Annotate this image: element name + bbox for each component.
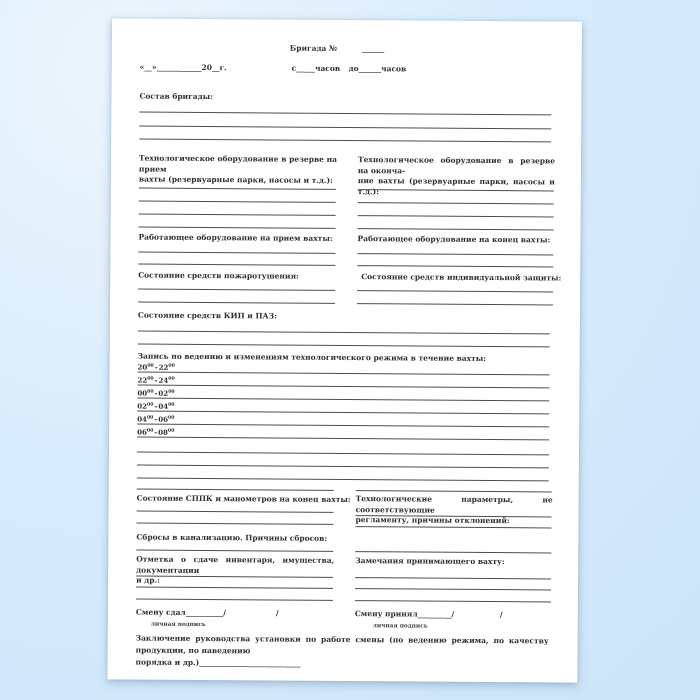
- reserve-equipment-start-label: [139, 154, 337, 187]
- shift-handed-label: Смену сдал__________/: [135, 607, 227, 618]
- hours-from-blank: с_____часов: [291, 63, 341, 73]
- ruled-line: [357, 253, 553, 255]
- tech-params-label: [355, 494, 552, 527]
- personal-signature-caption: личная подпись: [150, 621, 206, 629]
- log-time-range: $04^{00}-06^{00}$: [137, 414, 175, 424]
- log-time-range: $06^{00}-08^{00}$: [137, 427, 175, 437]
- working-equipment-start-label: Работающее оборудование на прием вахты:: [138, 232, 333, 243]
- ruled-line: [137, 411, 549, 415]
- ruled-line: [357, 290, 553, 292]
- label-line: регламенту, причины отклонений:: [355, 515, 510, 526]
- fire-equipment-label: Состояние средств пожаротушения:: [138, 270, 299, 281]
- log-time-range: $02^{00}-04^{00}$: [137, 401, 175, 411]
- ruled-line: [355, 588, 551, 590]
- remarks-label: Замечания принимающего вахту:: [355, 556, 505, 567]
- log-time-range: $00^{00}-02^{00}$: [137, 388, 175, 398]
- shift-log-label: Запись по ведению и изменениям технологического режима в течение вахты:: [137, 351, 487, 363]
- ruled-line: [137, 511, 334, 513]
- working-equipment-end-label: Работающее оборудование на конец вахты:: [357, 234, 551, 245]
- log-time-range: $22^{00}-24^{00}$: [137, 375, 175, 385]
- log-time-range: $20^{00}-22^{00}$: [137, 362, 175, 372]
- ruled-line: [358, 202, 554, 204]
- ruled-line: [358, 228, 554, 230]
- ruled-line: [139, 214, 336, 216]
- ruled-line: [356, 490, 552, 492]
- label-line: вахты (резервуарные парки, насосы и т.д.):: [138, 174, 333, 185]
- ruled-line: [137, 424, 549, 428]
- label-line: ние вахты (резервуарные парки, насосы и т.д.):: [357, 176, 555, 196]
- shift-accepted-label: Смену принял_________/: [354, 609, 455, 619]
- ruled-line: [137, 478, 549, 482]
- date-blank: «__»____________20__г.: [139, 62, 227, 73]
- conclusion-label: [135, 633, 548, 672]
- ruled-line: [138, 252, 335, 254]
- reserve-equipment-end-label: [358, 155, 555, 198]
- label-line: порядка и др.)___________________________: [135, 657, 301, 668]
- ruled-line: [139, 126, 551, 130]
- label-line: Заключение руководства установки по работе смены (по ведению режима, по качеству продукции, по наведению: [135, 633, 549, 656]
- ruled-line: [139, 139, 551, 143]
- shift-handed-slash: /: [275, 608, 279, 618]
- ruled-line: [137, 452, 549, 456]
- label-line: Технологическое оборудование в резерве на оконча-: [357, 155, 556, 175]
- label-line: Технологические параметры, не соответствующие: [355, 494, 553, 515]
- ruled-line: [136, 550, 333, 552]
- ruled-line: [355, 577, 551, 579]
- ruled-line: [137, 489, 334, 491]
- ruled-line: [138, 289, 335, 291]
- ruled-line: [139, 201, 336, 203]
- sppk-label: Состояние СППК и манометров на конец вахты:: [136, 493, 351, 505]
- brigade-label: Бригада №: [289, 43, 338, 53]
- form-page: [107, 18, 582, 682]
- ruled-line: [355, 526, 551, 528]
- ruled-line: [136, 599, 333, 601]
- ruled-line: [139, 188, 336, 190]
- label-line: Технологическое оборудование в резерве на прием: [138, 153, 338, 174]
- ruled-line: [137, 398, 549, 402]
- ruled-line: [138, 372, 550, 376]
- ruled-line: [355, 551, 551, 553]
- ruled-line: [136, 587, 333, 589]
- ruled-line: [137, 385, 549, 389]
- hours-to-blank: до______часов: [348, 64, 407, 74]
- kip-paz-label: Состояние средств КИП и ПАЗ:: [137, 310, 277, 321]
- personal-signature-caption: личная подпись: [372, 623, 428, 630]
- ruled-line: [138, 264, 335, 266]
- ruled-line: [137, 437, 549, 441]
- ruled-line: [139, 227, 336, 229]
- ppe-label: Состояние средств индивидуальной защиты:: [361, 272, 562, 283]
- label-line: Отметка о сдаче инвентаря, имущества, документации: [136, 554, 335, 575]
- ruled-line: [357, 303, 553, 305]
- ruled-line: [355, 600, 551, 602]
- ruled-line: [136, 523, 333, 525]
- inventory-label: [136, 555, 334, 588]
- ruled-line: [357, 265, 553, 267]
- ruled-line: [137, 465, 549, 469]
- brigade-number-blank: ______: [361, 44, 385, 54]
- crew-label: Состав бригады:: [139, 91, 213, 102]
- label-line: и др.:: [136, 575, 160, 585]
- shift-accepted-slash: /: [499, 610, 503, 620]
- ruled-line: [138, 302, 335, 304]
- ruled-line: [358, 215, 554, 217]
- ruled-line: [138, 331, 550, 335]
- ruled-line: [139, 112, 551, 116]
- sewage-label: Сбросы в канализацию. Причины сбросов:: [136, 532, 328, 543]
- ruled-line: [138, 344, 550, 348]
